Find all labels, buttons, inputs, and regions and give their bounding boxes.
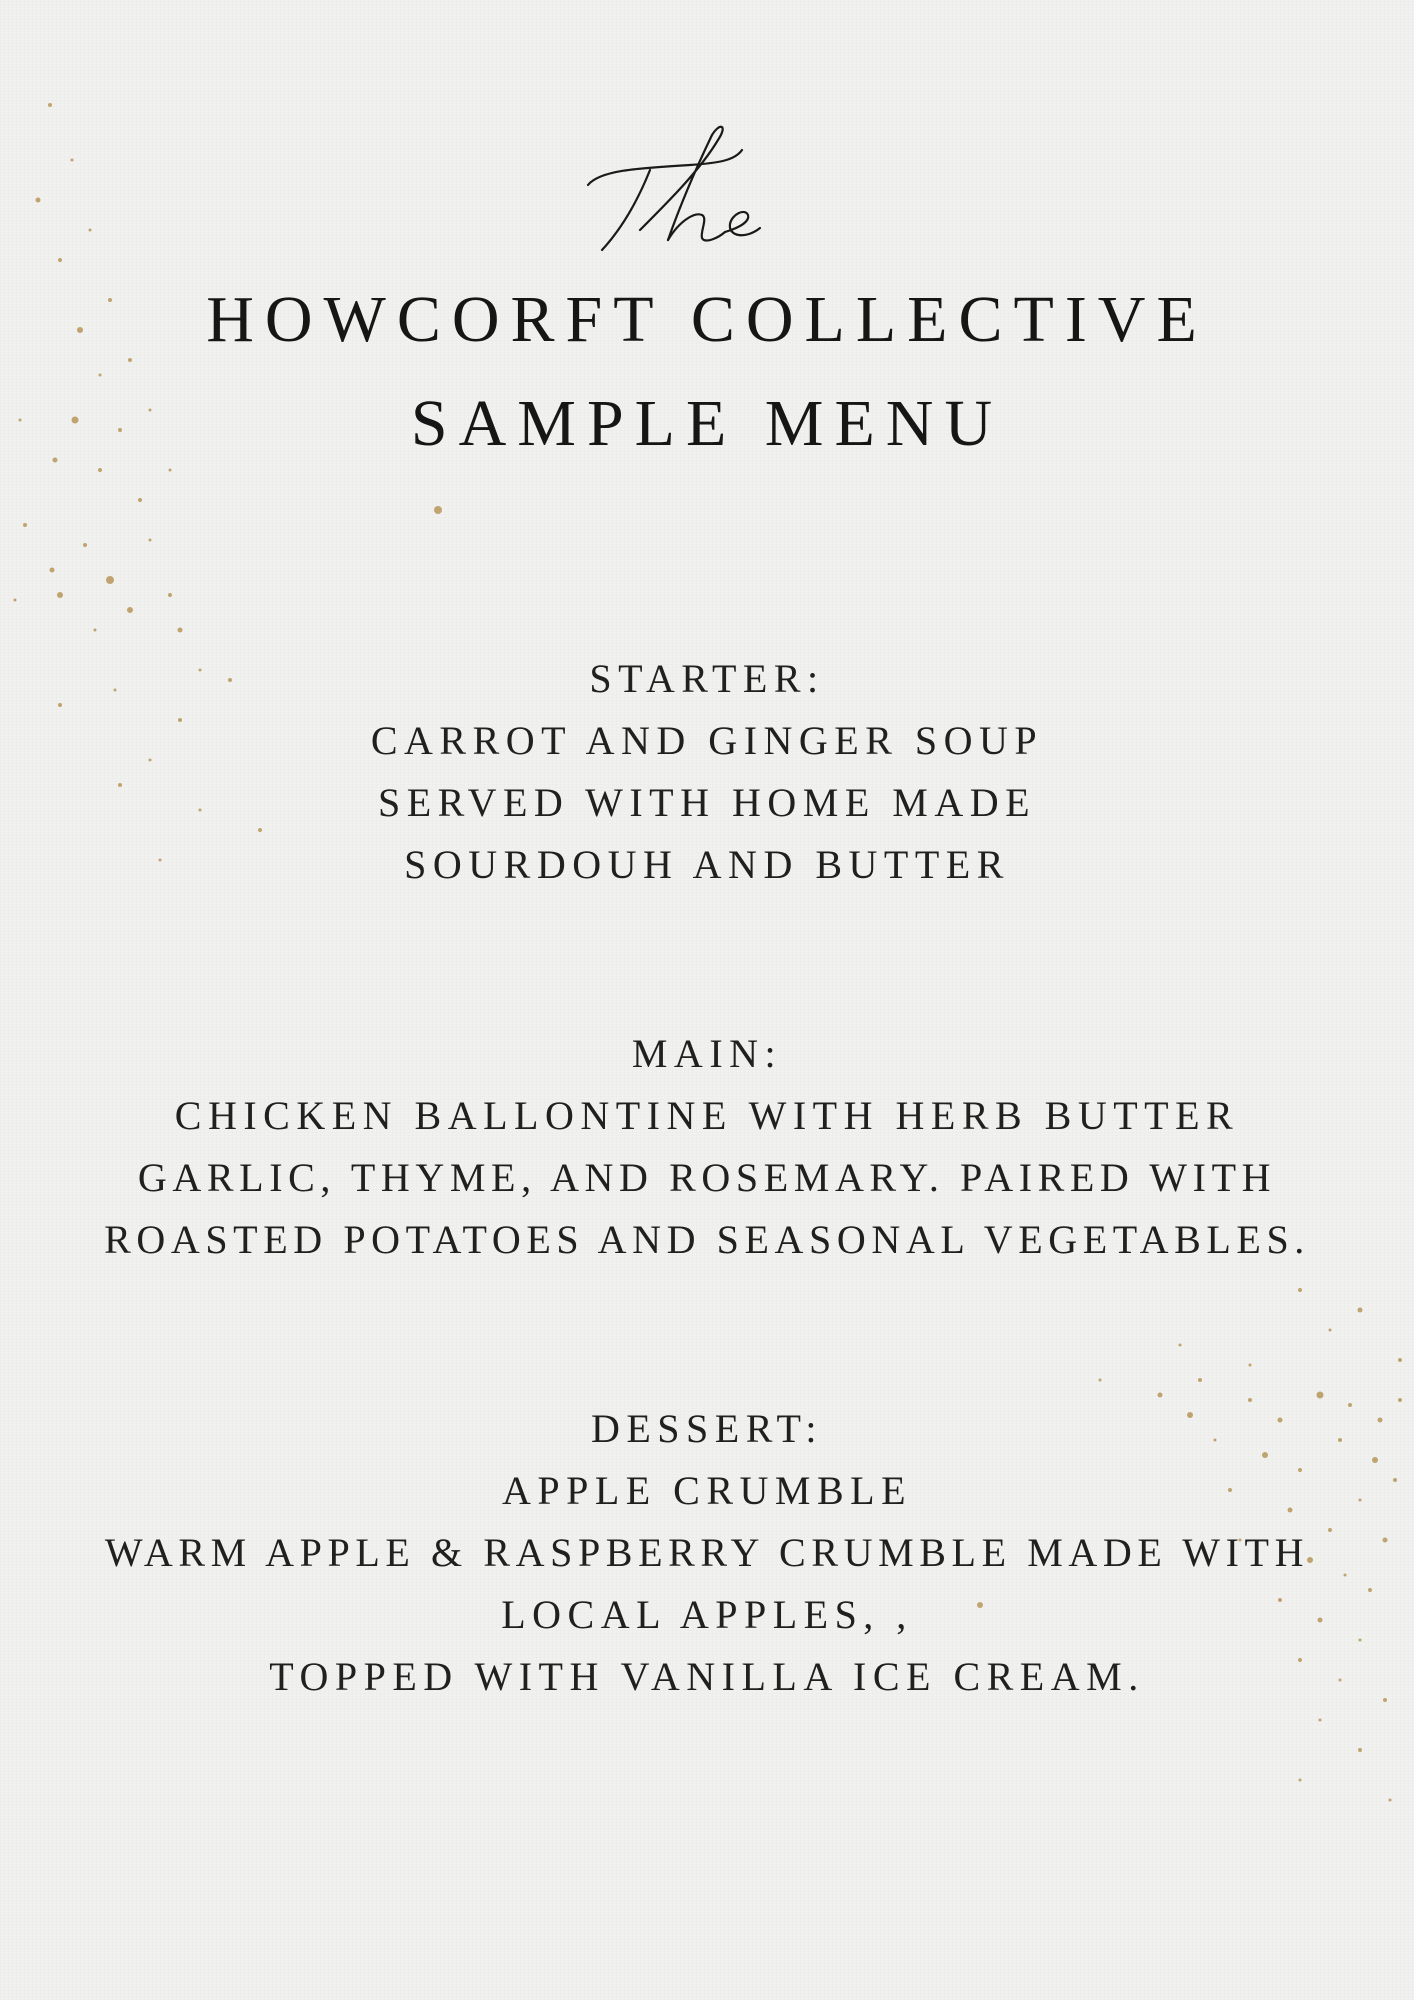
script-the-wordmark (0, 0, 1414, 300)
dessert-line-2: WARM APPLE & RASPBERRY CRUMBLE MADE WITH (104, 1530, 1310, 1575)
starter-line-3: SOURDOUH AND BUTTER (404, 842, 1010, 887)
starter-line-1: CARROT AND GINGER SOUP (370, 718, 1044, 763)
menu-title-line-1: HOWCORFT COLLECTIVE (206, 283, 1208, 356)
main-line-1: CHICKEN BALLONTINE WITH HERB BUTTER (174, 1093, 1240, 1138)
starter-line-2: SERVED WITH HOME MADE (377, 780, 1037, 825)
dessert-line-1: APPLE CRUMBLE (501, 1468, 913, 1513)
main-line-2: GARLIC, THYME, AND ROSEMARY. PAIRED WITH (137, 1155, 1277, 1200)
dessert-heading: DESSERT: (590, 1406, 824, 1451)
starter-heading: STARTER: (589, 656, 825, 701)
dessert-line-3: LOCAL APPLES, , (501, 1592, 913, 1637)
main-line-3: ROASTED POTATOES AND SEASONAL VEGETABLES. (104, 1217, 1310, 1262)
menu-title-line-2: SAMPLE MENU (410, 387, 1004, 460)
main-heading: MAIN: (631, 1031, 783, 1076)
dessert-line-4: TOPPED WITH VANILLA ICE CREAM. (269, 1654, 1145, 1699)
